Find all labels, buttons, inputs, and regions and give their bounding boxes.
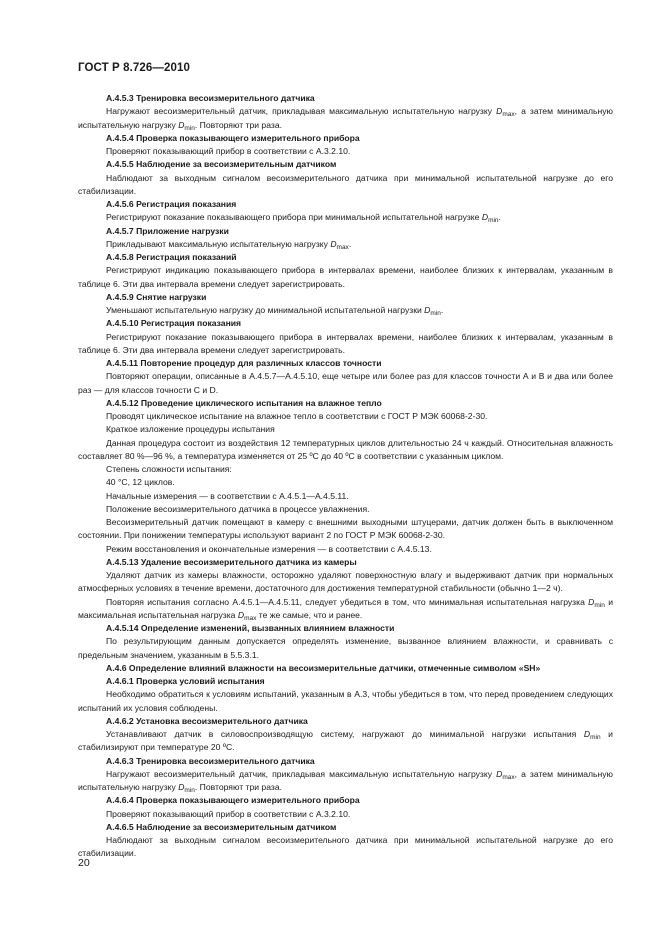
section-heading: А.4.5.8 Регистрация показаний: [106, 252, 237, 262]
section-heading: А.4.6.3 Тренировка весоизмерительного датчика: [106, 755, 315, 766]
paragraph: Начальные измерения — в соответствии с А.4.5.1—А.4.5.11.: [106, 490, 349, 501]
section-heading: А.4.6.5 Наблюдение за весоизмерительным датчиком: [106, 821, 337, 832]
paragraph: Необходимо обратиться к условиям испытаний, указанным в А.3, чтобы убедиться в том, что перед проведением следующих испытаний их условия соблюдены.: [78, 689, 613, 713]
paragraph: Краткое изложение процедуры испытания: [106, 424, 275, 435]
section-heading: А.4.5.7 Приложение нагрузки: [106, 225, 229, 236]
section-heading: А.4.5.12 Проведение циклического испытания на влажное тепло: [106, 397, 382, 408]
section-heading: А.4.5.14 Определение изменений, вызванных влиянием влажности: [106, 623, 395, 633]
paragraph: 40 °С, 12 циклов.: [106, 477, 175, 488]
paragraph: Режим восстановления и окончательные измерения — в соответствии с А.4.5.13.: [106, 543, 432, 554]
section-heading: А.4.5.13 Удаление весоизмерительного датчика из камеры: [106, 556, 357, 567]
page-number: 20: [78, 857, 90, 869]
paragraph: Устанавливают датчик в силовоспроизводящую систему, нагружают до минимальной нагрузки испытания $D_{min}$ и стабилизируют при температуре 20 ºС.: [78, 729, 613, 753]
paragraph: Данная процедура состоит из воздействия 12 температурных циклов длительностью 24 ч каждый. Относительная влажность составляет 80 %—96 %, а температура изменяется от 25 ºС до 40 ºС в соответствии с указанным циклом.: [78, 437, 613, 461]
section-heading: А.4.5.4 Проверка показывающего измерительного прибора: [106, 132, 360, 143]
paragraph: Прикладывают максимальную испытательную нагрузку $D_{max}$.: [106, 238, 352, 251]
section-heading: А.4.5.10 Регистрация показания: [106, 318, 242, 329]
paragraph: Уменьшают испытательную нагрузку до минимальной испытательной нагрузки $D_{min}$.: [106, 305, 444, 317]
section-heading: А.4.5.5 Наблюдение за весоизмерительным датчиком: [106, 159, 337, 170]
paragraph: Наблюдают за выходным сигналом весоизмерительного датчика при минимальной испытательной нагрузке до его стабилизации.: [78, 835, 613, 859]
paragraph: Весоизмерительный датчик помещают в камеру с внешними выходными штуцерами, датчик должен быть в выключенном состоянии. При понижении температуры используют вариант 2 по ГОСТ Р МЭК 60068-2-30.: [78, 517, 613, 541]
section-heading: А.4.6 Определение влияний влажности на весоизмерительные датчики, отмеченные символом «SH»: [106, 662, 541, 673]
section-heading: А.4.5.9 Снятие нагрузки: [106, 291, 207, 302]
section-heading: А.4.5.11 Повторение процедур для различных классов точности: [106, 358, 382, 368]
document-header: ГОСТ Р 8.726—2010: [78, 62, 190, 74]
section-heading: А.4.6.2 Установка весоизмерительного датчика: [106, 715, 308, 726]
paragraph: По результирующим данным допускается определять изменение, вызванное влиянием влажности, и сравнивать с предельным значением, указанным в 5.5.3.1.: [78, 636, 613, 660]
paragraph: Повторяют операции, описанные в А.4.5.7—А.4.5.10, еще четыре или более раз для классов точности А и В и два или более раз — для классов точности С и D.: [78, 371, 613, 395]
paragraph: Проводят циклическое испытание на влажное тепло в соответствии с ГОСТ Р МЭК 60068-2-30.: [106, 411, 488, 421]
paragraph: Проверяют показывающий прибор в соответствии с А.3.2.10.: [106, 146, 351, 156]
paragraph: Положение весоизмерительного датчика в процессе увлажнения.: [106, 503, 370, 514]
paragraph: Нагружают весоизмерительный датчик, прикладывая максимальную испытательную нагрузку $D_{max}$, а затем минимальную испытательную нагрузку $D_{min}$. Повторяют три раза.: [78, 106, 613, 132]
section-heading: А.4.6.4 Проверка показывающего измерительного прибора: [106, 795, 360, 806]
paragraph: Степень сложности испытания:: [106, 464, 232, 474]
paragraph: Проверяют показывающий прибор в соответствии с А.3.2.10.: [106, 808, 351, 819]
section-heading: А.4.5.6 Регистрация показания: [106, 199, 237, 209]
paragraph: Регистрируют показание показывающего прибора при минимальной испытательной нагрузке $D_{min}$.: [106, 212, 501, 225]
paragraph: Удаляют датчик из камеры влажности, осторожно удаляют поверхностную влагу и выдерживают датчик при нормальных атмосферных условиях в течение времени, достаточного для достижения температурной стабильности (обычно 1—2 ч).: [78, 570, 613, 594]
paragraph: Регистрируют индикацию показывающего прибора в интервалах времени, наиболее близких к интервалам, указанным в таблице 6. Эти два интервала времени следует зарегистрировать.: [78, 265, 613, 289]
paragraph: Повторяя испытания согласно А.4.5.1—А.4.5.11, следует убедиться в том, что минимальная испытательная нагрузка $D_{min}$ и максимальная испытательная нагрузка $D_{max}$ те же самые, что и ранее.: [78, 596, 613, 622]
section-heading: А.4.5.3 Тренировка весоизмерительного датчика: [106, 93, 315, 103]
paragraph: Наблюдают за выходным сигналом весоизмерительного датчика при минимальной испытательной нагрузке до его стабилизации.: [78, 172, 613, 196]
paragraph: Регистрируют показание показывающего прибора в интервалах времени, наиболее близких к интервалам, указанным в таблице 6. Эти два интервала времени следует зарегистрировать.: [78, 331, 613, 355]
paragraph: Нагружают весоизмерительный датчик, прикладывая максимальную испытательную нагрузку $D_{max}$, а затем минимальную испытательную нагрузку $D_{min}$. Повторяют три раза.: [78, 768, 613, 794]
section-heading: А.4.6.1 Проверка условий испытания: [106, 676, 265, 686]
document-body: [78, 92, 613, 861]
